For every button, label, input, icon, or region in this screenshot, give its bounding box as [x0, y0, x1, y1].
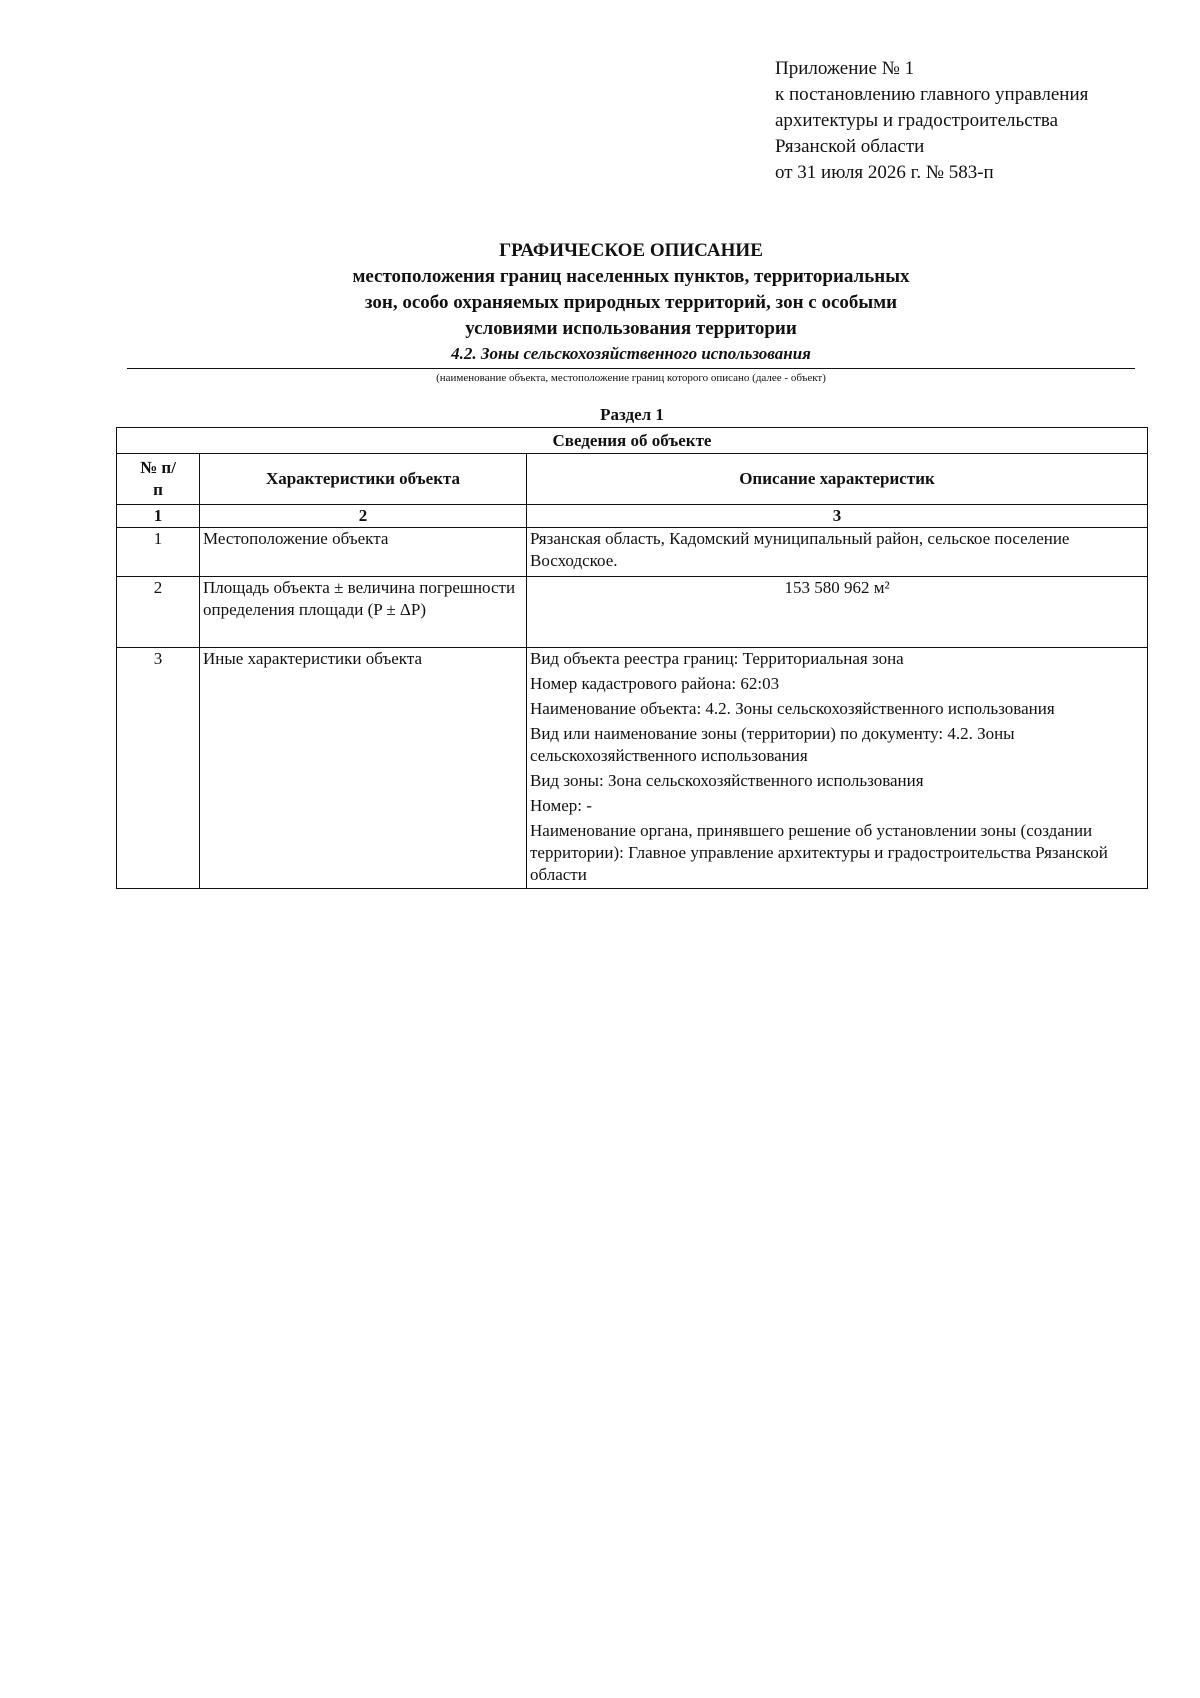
subtitle-line: условиями использования территории: [465, 318, 797, 339]
column-number: 2: [200, 505, 527, 528]
description-item: Номер: -: [530, 796, 592, 815]
appendix-line: Рязанской области: [775, 136, 925, 157]
area-value: 153 580 962 м²: [784, 578, 890, 597]
appendix-line: Приложение № 1: [775, 58, 915, 79]
table-row: [117, 528, 1148, 577]
appendix-line: архитектуры и градостроительства: [775, 110, 1059, 131]
column-number: 1: [117, 505, 200, 528]
object-name-underline: [127, 368, 1135, 369]
row-description: [527, 648, 1148, 889]
row-number: 3: [117, 648, 200, 889]
column-number: 3: [527, 505, 1148, 528]
column-header-characteristic: Характеристики объекта: [200, 454, 527, 505]
row-description: [527, 528, 1148, 577]
column-header-description: Описание характеристик: [527, 454, 1148, 505]
description-item: Наименование объекта: 4.2. Зоны сельскохозяйственного использования: [530, 699, 1055, 718]
table-row: [117, 577, 1148, 648]
object-name: 4.2. Зоны сельскохозяйственного использования: [451, 344, 811, 363]
row-number: 2: [117, 577, 200, 648]
description-item: Наименование органа, принявшего решение об установлении зоны (создании территории): Главное управление архитектуры и градостроительства Рязанской области: [530, 821, 1108, 884]
column-numbers-row: [117, 505, 1148, 528]
object-caption: (наименование объекта, местоположение границ которого описано (далее - объект): [436, 372, 826, 384]
table-caption-row: [117, 428, 1148, 454]
row-number: 1: [117, 528, 200, 577]
description-item: Вид или наименование зоны (территории) по документу: 4.2. Зоны сельскохозяйственного использования: [530, 724, 1015, 765]
row-description: [527, 577, 1148, 648]
row-characteristic: Иные характеристики объекта: [200, 648, 527, 889]
document-title: ГРАФИЧЕСКОЕ ОПИСАНИЕ: [499, 240, 763, 261]
subtitle-line: местоположения границ населенных пунктов, территориальных: [352, 266, 910, 287]
description-item: Номер кадастрового района: 62:03: [530, 674, 780, 693]
table-row: [117, 648, 1148, 889]
column-header-number: [117, 454, 200, 505]
appendix-block: [775, 56, 1175, 186]
row-characteristic: Местоположение объекта: [200, 528, 527, 577]
description-item: Вид зоны: Зона сельскохозяйственного использования: [530, 771, 924, 790]
description-item: Рязанская область, Кадомский муниципальный район, сельское поселение Восходское.: [530, 529, 1070, 570]
subtitle-line: зон, особо охраняемых природных территорий, зон с особыми: [364, 292, 898, 313]
table-caption: Сведения об объекте: [117, 428, 1148, 454]
section-title: Раздел 1: [600, 405, 664, 424]
appendix-line: к постановлению главного управления: [775, 84, 1089, 105]
object-info-table: [116, 427, 1148, 889]
title-block: [127, 238, 1135, 365]
appendix-line: от 31 июля 2026 г. № 583-п: [775, 162, 994, 183]
document-subtitle: [127, 264, 1135, 342]
row-characteristic: Площадь объекта ± величина погрешности определения площади (P ± ΔP): [200, 577, 527, 648]
description-item: Вид объекта реестра границ: Территориальная зона: [530, 649, 904, 668]
table-header-row: [117, 454, 1148, 505]
column-header-number-label: № п/п: [140, 458, 176, 499]
